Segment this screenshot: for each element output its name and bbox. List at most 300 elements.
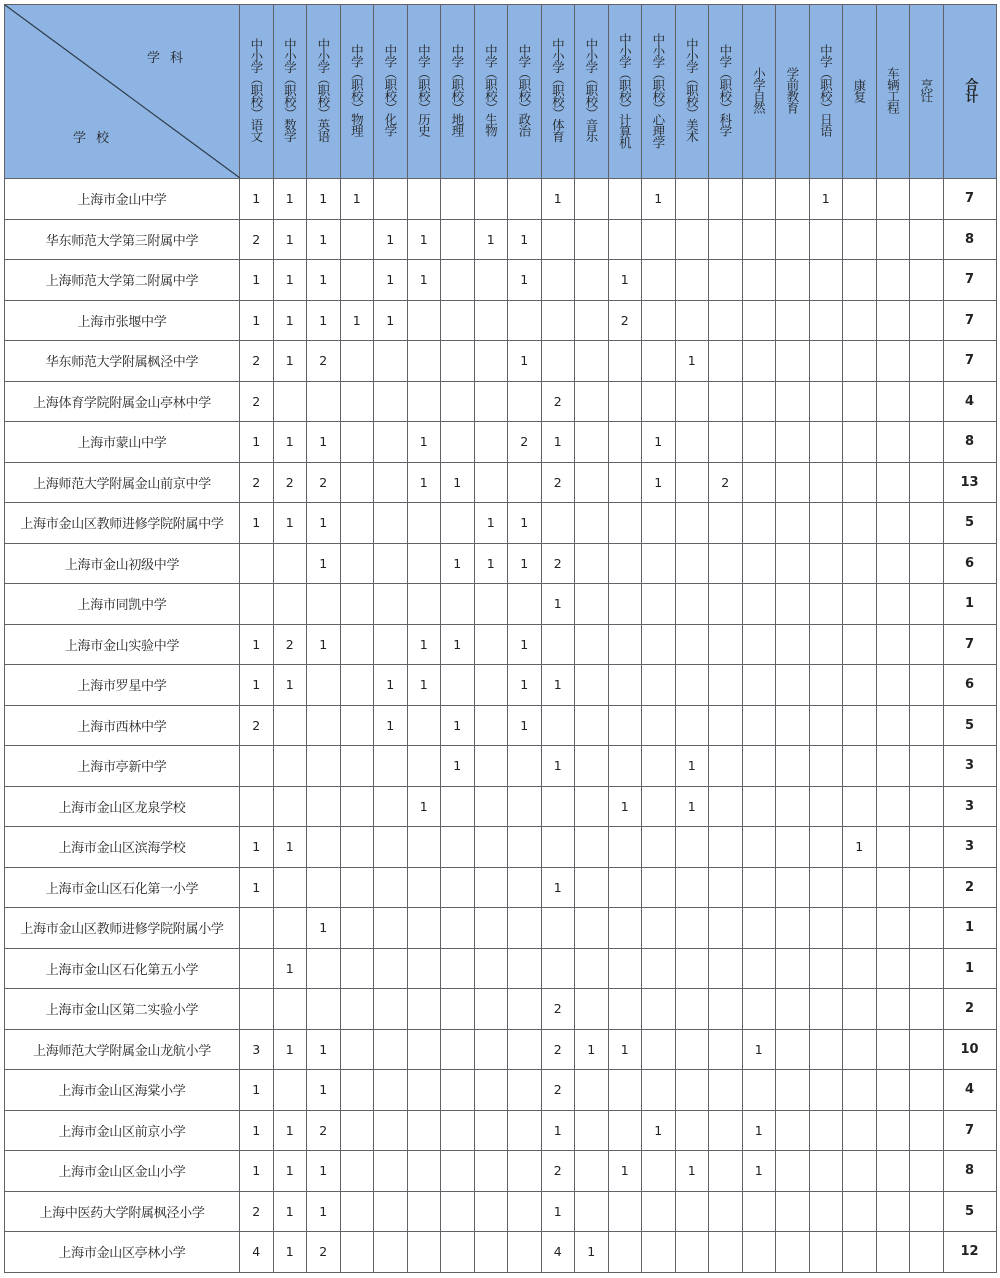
subject-column-header [508, 5, 542, 179]
subject-label: 中小学（职校）音乐 [583, 38, 599, 142]
count-cell: 1 [273, 341, 307, 382]
count-cell [441, 179, 475, 220]
count-cell [742, 867, 776, 908]
count-cell: 1 [407, 260, 441, 301]
count-cell [642, 908, 676, 949]
count-cell [876, 179, 910, 220]
count-cell [273, 867, 307, 908]
count-cell: 1 [273, 1110, 307, 1151]
row-total-cell: 12 [943, 1232, 996, 1273]
count-cell: 1 [541, 1110, 575, 1151]
count-cell: 2 [240, 381, 274, 422]
count-cell [776, 1232, 810, 1273]
count-cell: 1 [809, 179, 843, 220]
count-cell [441, 827, 475, 868]
count-cell [575, 989, 609, 1030]
count-cell [709, 341, 743, 382]
count-cell: 1 [541, 1191, 575, 1232]
count-cell [575, 665, 609, 706]
subject-label: 中学（职校）生物 [483, 44, 499, 136]
count-cell [575, 908, 609, 949]
count-cell [575, 624, 609, 665]
count-cell [307, 746, 341, 787]
count-cell [474, 786, 508, 827]
table-row [5, 948, 997, 989]
count-cell [608, 179, 642, 220]
subject-column-header [374, 5, 408, 179]
school-name-cell: 上海市金山区海棠小学 [5, 1070, 240, 1111]
count-cell: 2 [541, 1029, 575, 1070]
count-cell [307, 584, 341, 625]
count-cell [642, 665, 676, 706]
count-cell [340, 219, 374, 260]
count-cell [876, 1070, 910, 1111]
count-cell [508, 989, 542, 1030]
count-cell [642, 341, 676, 382]
count-cell [642, 1191, 676, 1232]
count-cell [407, 705, 441, 746]
subject-label: 车辆工程 [885, 67, 901, 113]
count-cell [809, 503, 843, 544]
count-cell [608, 462, 642, 503]
count-cell [709, 665, 743, 706]
school-axis-label: 学校 [73, 131, 120, 146]
count-cell [776, 1151, 810, 1192]
count-cell [340, 867, 374, 908]
table-row [5, 341, 997, 382]
count-cell [709, 746, 743, 787]
table-row [5, 381, 997, 422]
count-cell [642, 1070, 676, 1111]
count-cell [374, 827, 408, 868]
subject-column-header [809, 5, 843, 179]
count-cell [340, 584, 374, 625]
count-cell [776, 705, 810, 746]
count-cell [608, 705, 642, 746]
table-row [5, 462, 997, 503]
count-cell: 1 [508, 219, 542, 260]
count-cell: 2 [307, 462, 341, 503]
count-cell [709, 1191, 743, 1232]
count-cell [876, 624, 910, 665]
count-cell [474, 705, 508, 746]
count-cell: 1 [273, 665, 307, 706]
count-cell [541, 260, 575, 301]
count-cell [709, 1232, 743, 1273]
count-cell [776, 1070, 810, 1111]
count-cell [642, 543, 676, 584]
count-cell [675, 705, 709, 746]
count-cell: 1 [240, 422, 274, 463]
count-cell [575, 1191, 609, 1232]
count-cell: 1 [240, 503, 274, 544]
count-cell [675, 300, 709, 341]
count-cell: 1 [307, 543, 341, 584]
count-cell [340, 422, 374, 463]
count-cell [809, 1070, 843, 1111]
count-cell [910, 260, 944, 301]
count-cell: 1 [374, 219, 408, 260]
school-name-cell: 上海市金山区滨海学校 [5, 827, 240, 868]
row-total-cell: 4 [943, 1070, 996, 1111]
school-name-cell: 上海中医药大学附属枫泾小学 [5, 1191, 240, 1232]
count-cell: 4 [240, 1232, 274, 1273]
row-total-cell: 3 [943, 746, 996, 787]
count-cell [910, 786, 944, 827]
count-cell: 1 [407, 624, 441, 665]
count-cell: 1 [843, 827, 877, 868]
row-total-cell: 1 [943, 908, 996, 949]
count-cell [709, 1151, 743, 1192]
subject-label: 中学（职校）历史 [416, 44, 432, 136]
count-cell [340, 341, 374, 382]
count-cell: 1 [608, 1029, 642, 1070]
row-total-cell: 6 [943, 665, 996, 706]
count-cell [307, 989, 341, 1030]
count-cell: 1 [307, 503, 341, 544]
count-cell [675, 1232, 709, 1273]
count-cell [675, 665, 709, 706]
count-cell [407, 179, 441, 220]
count-cell [508, 746, 542, 787]
subject-label: 中学（职校）科学 [717, 44, 733, 136]
count-cell [240, 989, 274, 1030]
count-cell [508, 1232, 542, 1273]
table-row [5, 260, 997, 301]
count-cell [407, 1029, 441, 1070]
count-cell [575, 543, 609, 584]
count-cell [441, 1232, 475, 1273]
count-cell [876, 746, 910, 787]
count-cell [876, 665, 910, 706]
count-cell: 1 [374, 260, 408, 301]
count-cell [675, 462, 709, 503]
count-cell [809, 584, 843, 625]
count-cell [508, 462, 542, 503]
count-cell [843, 543, 877, 584]
count-cell [474, 300, 508, 341]
count-cell: 1 [307, 179, 341, 220]
count-cell [843, 989, 877, 1030]
school-name-cell: 上海市金山初级中学 [5, 543, 240, 584]
count-cell: 1 [642, 462, 676, 503]
count-cell [508, 1070, 542, 1111]
school-name-cell: 上海市亭新中学 [5, 746, 240, 787]
count-cell [843, 1029, 877, 1070]
count-cell: 4 [541, 1232, 575, 1273]
count-cell: 1 [474, 543, 508, 584]
count-cell: 1 [240, 1110, 274, 1151]
subject-label: 小学自然 [751, 67, 767, 113]
count-cell [809, 422, 843, 463]
count-cell [843, 1110, 877, 1151]
subject-label: 中小学（职校）英语 [315, 38, 331, 142]
count-cell [407, 746, 441, 787]
count-cell: 1 [240, 665, 274, 706]
count-cell [608, 867, 642, 908]
subject-label: 中学（职校）日语 [818, 44, 834, 136]
subject-column-header [843, 5, 877, 179]
count-cell: 1 [240, 1151, 274, 1192]
count-cell [809, 867, 843, 908]
count-cell: 1 [575, 1029, 609, 1070]
count-cell [340, 624, 374, 665]
count-cell [776, 300, 810, 341]
count-cell [575, 179, 609, 220]
count-cell: 3 [240, 1029, 274, 1070]
count-cell [709, 1110, 743, 1151]
count-cell [776, 179, 810, 220]
table-row [5, 1070, 997, 1111]
count-cell [407, 1110, 441, 1151]
school-name-cell: 上海市西林中学 [5, 705, 240, 746]
count-cell [374, 179, 408, 220]
count-cell [809, 624, 843, 665]
count-cell [374, 1191, 408, 1232]
count-cell [876, 300, 910, 341]
count-cell [575, 705, 609, 746]
count-cell [374, 1029, 408, 1070]
count-cell: 1 [541, 422, 575, 463]
count-cell: 1 [374, 705, 408, 746]
count-cell [742, 624, 776, 665]
count-cell [876, 422, 910, 463]
count-cell: 2 [508, 422, 542, 463]
count-cell [776, 1029, 810, 1070]
row-total-cell: 5 [943, 503, 996, 544]
count-cell [608, 746, 642, 787]
count-cell [776, 786, 810, 827]
diagonal-divider [5, 5, 240, 178]
subject-column-header [307, 5, 341, 179]
count-cell [776, 665, 810, 706]
count-cell: 1 [441, 462, 475, 503]
count-cell [608, 219, 642, 260]
count-cell: 1 [675, 341, 709, 382]
count-cell [910, 1151, 944, 1192]
row-total-cell: 1 [943, 948, 996, 989]
count-cell: 1 [273, 179, 307, 220]
count-cell [340, 989, 374, 1030]
count-cell [809, 1232, 843, 1273]
count-cell [809, 341, 843, 382]
count-cell [809, 260, 843, 301]
count-cell [843, 1151, 877, 1192]
count-cell: 1 [642, 179, 676, 220]
count-cell [642, 300, 676, 341]
count-cell: 1 [240, 300, 274, 341]
count-cell [307, 786, 341, 827]
count-cell [608, 584, 642, 625]
subject-column-header [541, 5, 575, 179]
subject-label: 中学（职校）地理 [449, 44, 465, 136]
count-cell [843, 381, 877, 422]
count-cell [843, 341, 877, 382]
count-cell [407, 341, 441, 382]
count-cell [776, 503, 810, 544]
school-name-cell: 上海师范大学附属金山前京中学 [5, 462, 240, 503]
count-cell [407, 381, 441, 422]
school-name-cell: 上海市蒙山中学 [5, 422, 240, 463]
count-cell [742, 503, 776, 544]
count-cell: 1 [541, 179, 575, 220]
table-row [5, 300, 997, 341]
count-cell [675, 867, 709, 908]
school-name-cell: 上海市罗星中学 [5, 665, 240, 706]
count-cell [809, 1191, 843, 1232]
school-name-cell: 上海市张堰中学 [5, 300, 240, 341]
count-cell [709, 948, 743, 989]
count-cell [441, 503, 475, 544]
count-cell [508, 300, 542, 341]
count-cell [374, 1151, 408, 1192]
count-cell [843, 908, 877, 949]
count-cell [340, 462, 374, 503]
count-cell: 1 [541, 867, 575, 908]
count-cell [742, 827, 776, 868]
count-cell [876, 1232, 910, 1273]
count-cell [575, 341, 609, 382]
count-cell [675, 908, 709, 949]
count-cell: 1 [340, 300, 374, 341]
table-row [5, 543, 997, 584]
count-cell [776, 948, 810, 989]
count-cell: 2 [541, 1151, 575, 1192]
school-name-cell: 华东师范大学第三附属中学 [5, 219, 240, 260]
count-cell [876, 341, 910, 382]
count-cell [876, 1151, 910, 1192]
count-cell [407, 1070, 441, 1111]
count-cell [910, 746, 944, 787]
count-cell: 1 [474, 219, 508, 260]
count-cell [910, 462, 944, 503]
count-cell [374, 543, 408, 584]
count-cell [307, 381, 341, 422]
count-cell [776, 381, 810, 422]
count-cell [575, 300, 609, 341]
count-cell [441, 948, 475, 989]
subject-label: 中小学（职校）心理学 [650, 32, 666, 148]
count-cell [843, 260, 877, 301]
count-cell [307, 665, 341, 706]
count-cell [776, 908, 810, 949]
count-cell [340, 827, 374, 868]
count-cell [843, 705, 877, 746]
row-total-cell: 7 [943, 179, 996, 220]
count-cell: 1 [240, 260, 274, 301]
table-row [5, 422, 997, 463]
count-cell [809, 948, 843, 989]
count-cell [374, 584, 408, 625]
count-cell [709, 179, 743, 220]
count-cell [374, 341, 408, 382]
count-cell [642, 260, 676, 301]
count-cell [709, 300, 743, 341]
table-row [5, 786, 997, 827]
row-total-cell: 3 [943, 827, 996, 868]
count-cell: 1 [642, 1110, 676, 1151]
count-cell [340, 1070, 374, 1111]
table-row [5, 1232, 997, 1273]
count-cell [441, 584, 475, 625]
count-cell [675, 584, 709, 625]
count-cell: 2 [541, 381, 575, 422]
count-cell [876, 705, 910, 746]
school-name-cell: 上海市金山中学 [5, 179, 240, 220]
count-cell [809, 219, 843, 260]
count-cell [541, 624, 575, 665]
count-cell: 1 [273, 827, 307, 868]
count-cell [910, 219, 944, 260]
count-cell [876, 989, 910, 1030]
count-cell: 1 [240, 179, 274, 220]
count-cell [240, 746, 274, 787]
count-cell [374, 867, 408, 908]
count-cell [742, 1232, 776, 1273]
count-cell [642, 827, 676, 868]
count-cell [608, 1232, 642, 1273]
count-cell: 2 [240, 705, 274, 746]
subject-column-header [876, 5, 910, 179]
count-cell: 1 [508, 260, 542, 301]
school-name-cell: 上海师范大学附属金山龙航小学 [5, 1029, 240, 1070]
count-cell [273, 1070, 307, 1111]
count-cell [407, 503, 441, 544]
count-cell [910, 665, 944, 706]
count-cell [675, 989, 709, 1030]
count-cell [273, 786, 307, 827]
count-cell [675, 219, 709, 260]
count-cell [910, 381, 944, 422]
count-cell [474, 1232, 508, 1273]
count-cell [508, 867, 542, 908]
subject-label: 中小学（职校）计算机 [617, 32, 633, 148]
count-cell [876, 503, 910, 544]
row-total-cell: 7 [943, 260, 996, 301]
subject-column-header [742, 5, 776, 179]
table-row [5, 665, 997, 706]
count-cell [742, 422, 776, 463]
count-cell [608, 543, 642, 584]
count-cell [407, 1151, 441, 1192]
count-cell: 1 [675, 786, 709, 827]
count-cell [675, 827, 709, 868]
count-cell [508, 179, 542, 220]
count-cell [441, 665, 475, 706]
count-cell [742, 584, 776, 625]
count-cell [910, 948, 944, 989]
subject-axis-label: 学科 [147, 51, 194, 66]
header-row [5, 5, 997, 179]
count-cell [474, 827, 508, 868]
subject-column-header [441, 5, 475, 179]
count-cell [742, 1191, 776, 1232]
count-cell [742, 543, 776, 584]
count-cell: 2 [273, 624, 307, 665]
subject-column-header [575, 5, 609, 179]
count-cell [843, 219, 877, 260]
count-cell [474, 1029, 508, 1070]
count-cell [642, 1232, 676, 1273]
school-name-cell: 上海市同凯中学 [5, 584, 240, 625]
count-cell [374, 948, 408, 989]
table-row [5, 1029, 997, 1070]
subject-label: 中学（职校）政治 [516, 44, 532, 136]
count-cell [608, 908, 642, 949]
table-row [5, 705, 997, 746]
count-cell [240, 948, 274, 989]
count-cell [910, 1029, 944, 1070]
